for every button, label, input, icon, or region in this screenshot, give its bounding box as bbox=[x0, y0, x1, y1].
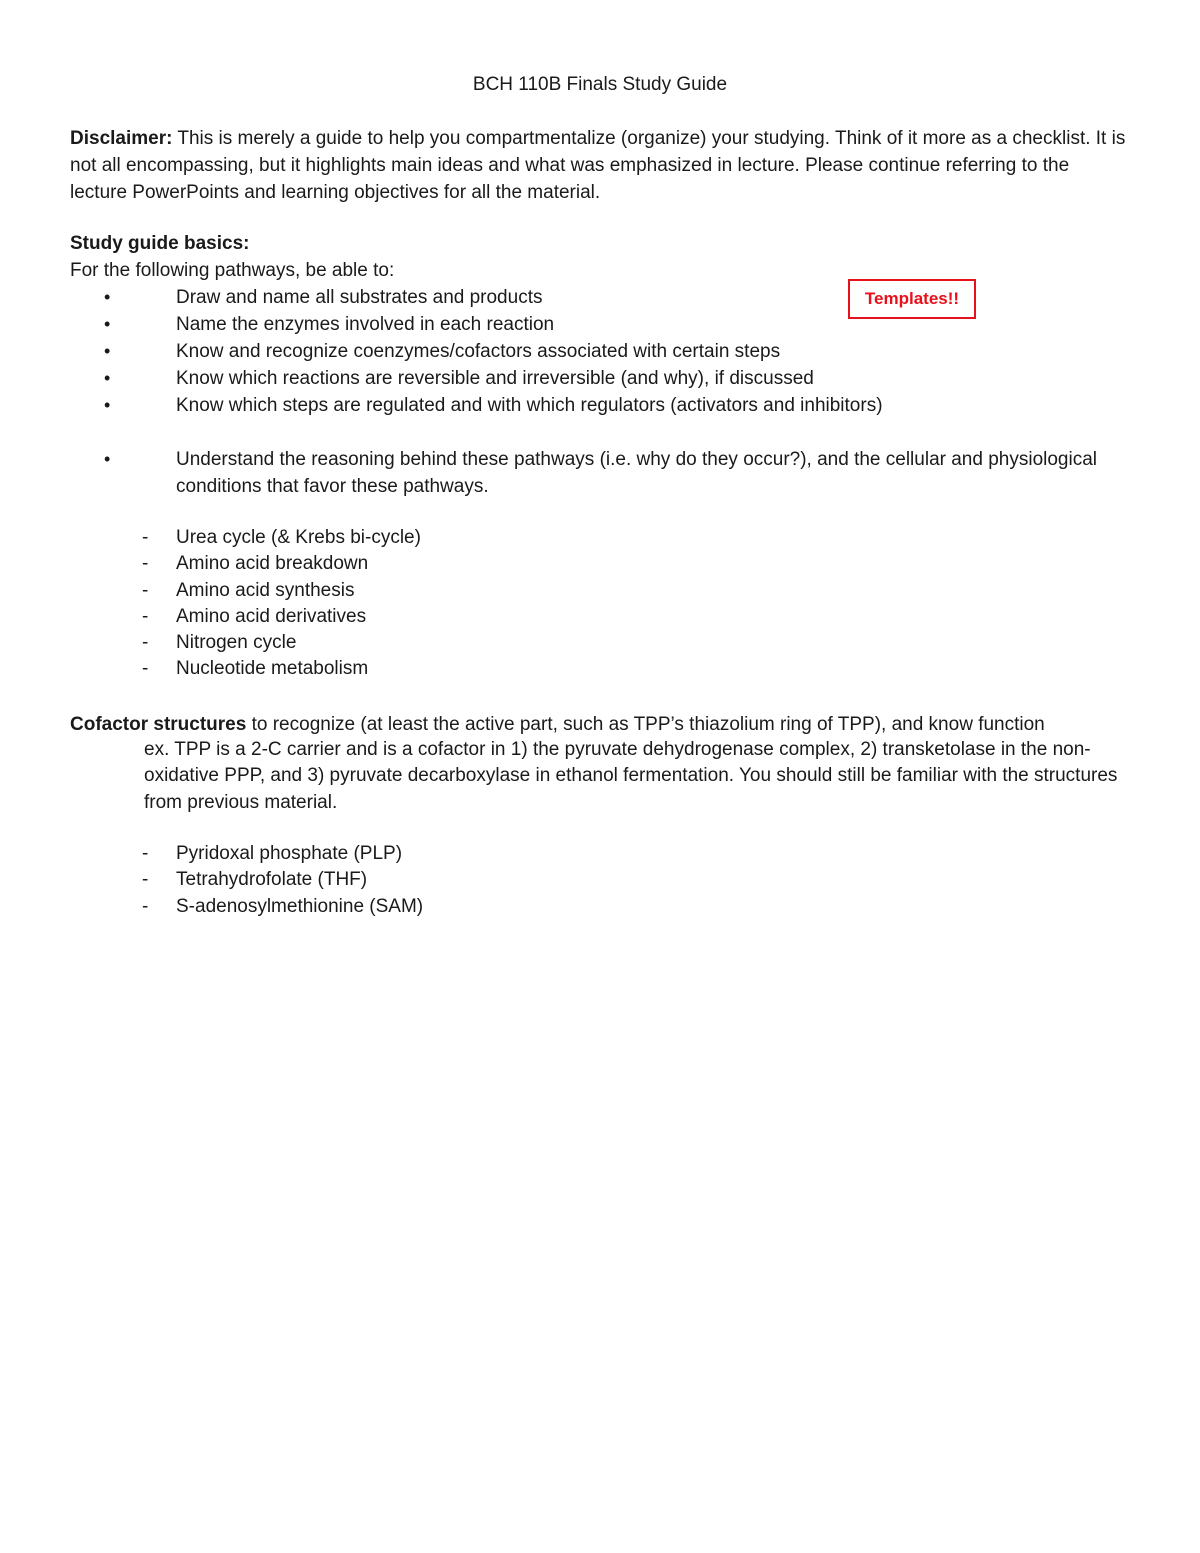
bullet-icon: • bbox=[104, 287, 111, 307]
bullet-text: Understand the reasoning behind these pathways (i.e. why do they occur?), and the cellular and physiological conditions that favor these pathways. bbox=[176, 449, 1098, 497]
cofactor-item-text: Pyridoxal phosphate (PLP) bbox=[176, 843, 403, 864]
list-item bbox=[70, 551, 1130, 577]
disclaimer-paragraph bbox=[70, 125, 1130, 206]
list-item bbox=[70, 392, 1130, 419]
pathway-text: Amino acid breakdown bbox=[176, 553, 369, 575]
bullet-text: Know which steps are regulated and with which regulators (activators and inhibitors) bbox=[176, 395, 883, 416]
dash-icon: - bbox=[142, 632, 149, 654]
list-item bbox=[70, 365, 1130, 392]
list-item bbox=[70, 525, 1130, 551]
list-item bbox=[70, 867, 1130, 893]
bullet-icon: • bbox=[104, 449, 111, 469]
dash-icon: - bbox=[142, 869, 149, 891]
page-title: BCH 110B Finals Study Guide bbox=[472, 74, 728, 95]
cofactor-item-text: Tetrahydrofolate (THF) bbox=[176, 869, 368, 891]
study-guide-intro: For the following pathways, be able to: bbox=[70, 260, 395, 281]
bullet-text: Know and recognize coenzymes/cofactors associated with certain steps bbox=[176, 341, 781, 362]
bullet-text: Know which reactions are reversible and irreversible (and why), if discussed bbox=[176, 368, 814, 389]
cofactor-list bbox=[70, 841, 1130, 920]
dash-icon: - bbox=[142, 843, 149, 864]
pathways-list bbox=[70, 525, 1130, 683]
pathway-text: Nitrogen cycle bbox=[176, 632, 297, 654]
pathway-text: Amino acid derivatives bbox=[176, 605, 367, 627]
cofactor-text: to recognize (at least the active part, such as TPP’s thiazolium ring of TPP), and know function bbox=[246, 714, 1045, 735]
list-item bbox=[70, 446, 1130, 500]
dash-icon: - bbox=[142, 895, 149, 917]
cofactor-paragraph bbox=[70, 711, 1130, 738]
list-item bbox=[70, 630, 1130, 656]
study-guide-heading: Study guide basics: bbox=[70, 233, 250, 254]
list-item bbox=[70, 656, 1130, 682]
disclaimer-text: This is merely a guide to help you compartmentalize (organize) your studying. Think of it more as a checklist. It is not all encompassing, but it highlights main ideas and what was emphasized in lecture. Please continue referring to the lecture PowerPoints and learning objectives for all the material. bbox=[70, 128, 1126, 203]
disclaimer-label: Disclaimer: bbox=[70, 128, 173, 149]
pathway-text: Amino acid synthesis bbox=[176, 579, 355, 601]
list-item bbox=[70, 338, 1130, 365]
list-item bbox=[70, 604, 1130, 630]
dash-icon: - bbox=[142, 658, 149, 680]
bullet-icon: • bbox=[104, 395, 111, 415]
dash-icon: - bbox=[142, 579, 149, 601]
bullet-text: Draw and name all substrates and products bbox=[176, 287, 543, 308]
dash-icon: - bbox=[142, 553, 149, 575]
dash-icon: - bbox=[142, 527, 149, 548]
list-item bbox=[70, 578, 1130, 604]
cofactor-example: ex. TPP is a 2-C carrier and is a cofactor in 1) the pyruvate dehydrogenase complex, 2) transketolase in the non-oxidative PPP, and 3) pyruvate decarboxylase in ethanol fermentation. You should still be familiar with the structures from previous material. bbox=[144, 739, 1118, 813]
cofactor-item-text: S-adenosylmethionine (SAM) bbox=[176, 895, 424, 917]
list-item bbox=[70, 841, 1130, 867]
list-item bbox=[70, 894, 1130, 920]
dash-icon: - bbox=[142, 605, 149, 627]
pathway-text: Nucleotide metabolism bbox=[176, 658, 369, 680]
cofactor-label: Cofactor structures bbox=[70, 714, 247, 735]
bullet-text: Name the enzymes involved in each reaction bbox=[176, 314, 555, 335]
bullet-icon: • bbox=[104, 368, 111, 388]
bullet-icon: • bbox=[104, 314, 111, 334]
bullet-icon: • bbox=[104, 341, 111, 361]
pathway-text: Urea cycle (& Krebs bi-cycle) bbox=[176, 527, 421, 548]
templates-callout: Templates!! bbox=[848, 279, 976, 319]
